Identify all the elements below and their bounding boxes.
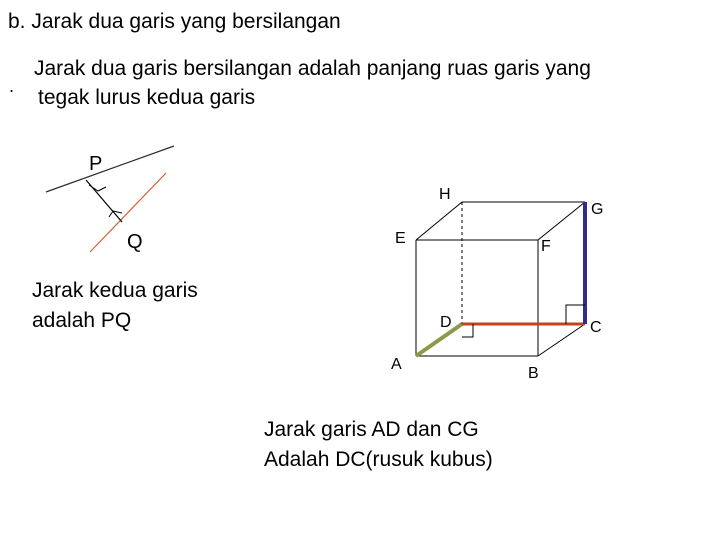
definition-line-1: Jarak dua garis bersilangan adalah panjang ruas garis yang xyxy=(34,57,591,80)
vertex-label-b: B xyxy=(528,365,539,382)
label-q: Q xyxy=(127,231,143,253)
vertex-label-h: H xyxy=(439,186,451,203)
edge-he xyxy=(416,202,462,240)
edge-ad xyxy=(416,324,462,356)
edge-gf xyxy=(538,202,585,240)
vertex-label-e: E xyxy=(395,230,406,247)
pq-note-line-1: Jarak kedua garis xyxy=(32,279,198,302)
bullet-dot: . xyxy=(9,76,15,96)
pq-note-line-2: adalah PQ xyxy=(32,309,132,332)
cube-figure xyxy=(391,186,603,382)
skew-lines-figure xyxy=(46,146,174,253)
vertex-label-g: G xyxy=(591,201,604,218)
vertex-label-f: F xyxy=(541,238,551,255)
conclusion-line-2: Adalah DC(rusuk kubus) xyxy=(264,448,493,471)
right-angle-mark-d xyxy=(462,324,473,337)
right-angle-mark-c xyxy=(566,305,585,324)
conclusion-line-1: Jarak garis AD dan CG xyxy=(264,418,479,441)
vertex-label-a: A xyxy=(391,356,402,373)
slide-heading: b. Jarak dua garis yang bersilangan xyxy=(8,10,341,33)
vertex-label-d: D xyxy=(440,314,452,331)
edge-bc xyxy=(538,324,585,356)
definition-line-2: tegak lurus kedua garis xyxy=(38,86,256,109)
vertex-label-c: C xyxy=(590,319,602,336)
label-p: P xyxy=(89,153,103,175)
